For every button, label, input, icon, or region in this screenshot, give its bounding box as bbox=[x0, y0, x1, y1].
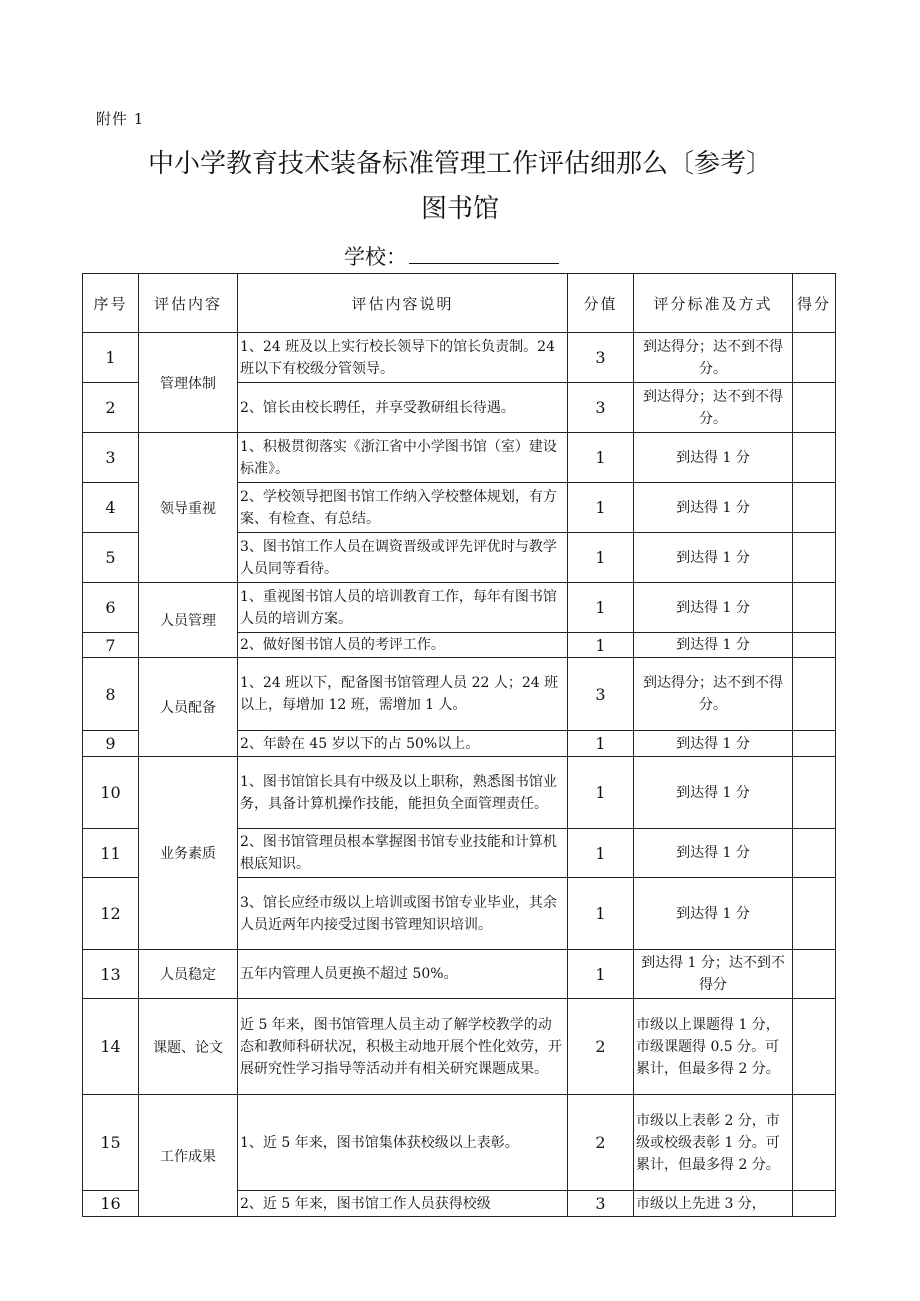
row-no: 7 bbox=[83, 633, 139, 658]
row-no: 2 bbox=[83, 383, 139, 433]
category-cell: 人员管理 bbox=[139, 583, 238, 658]
row-no: 12 bbox=[83, 878, 139, 950]
row-no: 16 bbox=[83, 1191, 139, 1217]
row-score: 1 bbox=[568, 583, 634, 633]
row-desc: 1、图书馆馆长具有中级及以上职称，熟悉图书馆业务，具备计算机操作技能，能担负全面管理责任。 bbox=[238, 757, 568, 829]
category-cell: 管理体制 bbox=[139, 333, 238, 433]
table-header-row bbox=[83, 274, 836, 333]
row-standard: 到达得 1 分 bbox=[634, 829, 793, 878]
row-got-cell[interactable] bbox=[793, 633, 836, 658]
col-header-item: 评估内容 bbox=[139, 274, 238, 333]
row-score: 2 bbox=[568, 999, 634, 1095]
row-got-cell[interactable] bbox=[793, 383, 836, 433]
table-row bbox=[83, 433, 836, 483]
row-got-cell[interactable] bbox=[793, 533, 836, 583]
row-standard: 到达得 1 分 bbox=[634, 731, 793, 757]
row-desc: 五年内管理人员更换不超过 50%。 bbox=[238, 950, 568, 999]
annex-label: 附件 1 bbox=[96, 110, 145, 128]
row-standard: 到达得 1 分 bbox=[634, 483, 793, 533]
table-row bbox=[83, 999, 836, 1095]
row-desc: 1、近 5 年来，图书馆集体获校级以上表彰。 bbox=[238, 1095, 568, 1191]
row-desc: 2、近 5 年来，图书馆工作人员获得校级 bbox=[238, 1191, 568, 1217]
row-desc: 2、图书馆管理员根本掌握图书馆专业技能和计算机根底知识。 bbox=[238, 829, 568, 878]
row-standard: 到达得 1 分；达不到不得分 bbox=[634, 950, 793, 999]
row-got-cell[interactable] bbox=[793, 829, 836, 878]
row-no: 6 bbox=[83, 583, 139, 633]
document-title: 中小学教育技术装备标准管理工作评估细那么〔参考〕 bbox=[147, 149, 772, 179]
row-standard: 到达得 1 分 bbox=[634, 757, 793, 829]
category-cell: 人员配备 bbox=[139, 658, 238, 757]
col-header-no: 序号 bbox=[83, 274, 139, 333]
row-standard: 市级以上先进 3 分， bbox=[634, 1191, 793, 1217]
table-row bbox=[83, 583, 836, 633]
category-cell: 领导重视 bbox=[139, 433, 238, 583]
row-standard: 到达得 1 分 bbox=[634, 533, 793, 583]
row-score: 1 bbox=[568, 731, 634, 757]
row-no: 9 bbox=[83, 731, 139, 757]
row-standard: 到达得 1 分 bbox=[634, 878, 793, 950]
row-desc: 1、积极贯彻落实《浙江省中小学图书馆（室）建设标准》。 bbox=[238, 433, 568, 483]
row-no: 3 bbox=[83, 433, 139, 483]
table-row bbox=[83, 333, 836, 383]
row-desc: 近 5 年来，图书馆管理人员主动了解学校教学的动态和教师科研状况，积极主动地开展个性化效劳，开展研究性学习指导等活动并有相关研究课题成果。 bbox=[238, 999, 568, 1095]
category-cell: 课题、论文 bbox=[139, 999, 238, 1095]
row-no: 11 bbox=[83, 829, 139, 878]
col-header-desc: 评估内容说明 bbox=[238, 274, 568, 333]
category-cell: 人员稳定 bbox=[139, 950, 238, 999]
row-score: 1 bbox=[568, 633, 634, 658]
row-score: 3 bbox=[568, 333, 634, 383]
row-got-cell[interactable] bbox=[793, 483, 836, 533]
row-score: 1 bbox=[568, 878, 634, 950]
col-header-score: 分值 bbox=[568, 274, 634, 333]
row-desc: 2、馆长由校长聘任，并享受教研组长待遇。 bbox=[238, 383, 568, 433]
row-got-cell[interactable] bbox=[793, 950, 836, 999]
row-standard: 到达得分；达不到不得分。 bbox=[634, 333, 793, 383]
row-got-cell[interactable] bbox=[793, 731, 836, 757]
row-desc: 3、图书馆工作人员在调资晋级或评先评优时与教学人员同等看待。 bbox=[238, 533, 568, 583]
table-row bbox=[83, 950, 836, 999]
table-row bbox=[83, 757, 836, 829]
row-score: 3 bbox=[568, 383, 634, 433]
row-standard: 到达得 1 分 bbox=[634, 633, 793, 658]
row-got-cell[interactable] bbox=[793, 433, 836, 483]
row-desc: 1、24 班以下，配备图书馆管理人员 22 人；24 班以上，每增加 12 班，需增加 1 人。 bbox=[238, 658, 568, 731]
document-subtitle: 图书馆 bbox=[420, 194, 499, 224]
row-no: 4 bbox=[83, 483, 139, 533]
row-standard: 到达得分；达不到不得分。 bbox=[634, 658, 793, 731]
row-score: 3 bbox=[568, 658, 634, 731]
row-desc: 2、做好图书馆人员的考评工作。 bbox=[238, 633, 568, 658]
row-desc: 2、年龄在 45 岁以下的占 50%以上。 bbox=[238, 731, 568, 757]
row-desc: 3、馆长应经市级以上培训或图书馆专业毕业，其余人员近两年内接受过图书管理知识培训。 bbox=[238, 878, 568, 950]
row-no: 13 bbox=[83, 950, 139, 999]
row-standard: 到达得 1 分 bbox=[634, 583, 793, 633]
row-got-cell[interactable] bbox=[793, 583, 836, 633]
school-field bbox=[344, 241, 559, 271]
row-desc: 1、24 班及以上实行校长领导下的馆长负责制。24 班以下有校级分管领导。 bbox=[238, 333, 568, 383]
school-blank-line[interactable] bbox=[409, 245, 559, 264]
row-no: 8 bbox=[83, 658, 139, 731]
category-cell: 工作成果 bbox=[139, 1095, 238, 1217]
row-score: 1 bbox=[568, 483, 634, 533]
row-no: 5 bbox=[83, 533, 139, 583]
col-header-standard: 评分标准及方式 bbox=[634, 274, 793, 333]
row-got-cell[interactable] bbox=[793, 658, 836, 731]
row-score: 1 bbox=[568, 829, 634, 878]
row-score: 1 bbox=[568, 950, 634, 999]
row-score: 1 bbox=[568, 757, 634, 829]
row-desc: 2、学校领导把图书馆工作纳入学校整体规划，有方案、有检查、有总结。 bbox=[238, 483, 568, 533]
row-standard: 市级以上表彰 2 分，市级或校级表彰 1 分。可累计，但最多得 2 分。 bbox=[634, 1095, 793, 1191]
school-label: 学校： bbox=[344, 245, 407, 269]
row-got-cell[interactable] bbox=[793, 1095, 836, 1191]
row-score: 1 bbox=[568, 433, 634, 483]
table-row bbox=[83, 658, 836, 731]
evaluation-table bbox=[82, 273, 836, 1217]
row-score: 1 bbox=[568, 533, 634, 583]
row-score: 3 bbox=[568, 1191, 634, 1217]
row-got-cell[interactable] bbox=[793, 1191, 836, 1217]
row-no: 1 bbox=[83, 333, 139, 383]
row-score: 2 bbox=[568, 1095, 634, 1191]
row-standard: 市级以上课题得 1 分，市级课题得 0.5 分。可累计，但最多得 2 分。 bbox=[634, 999, 793, 1095]
row-standard: 到达得 1 分 bbox=[634, 433, 793, 483]
row-got-cell[interactable] bbox=[793, 878, 836, 950]
row-got-cell[interactable] bbox=[793, 333, 836, 383]
row-no: 14 bbox=[83, 999, 139, 1095]
row-no: 15 bbox=[83, 1095, 139, 1191]
row-got-cell[interactable] bbox=[793, 757, 836, 829]
row-desc: 1、重视图书馆人员的培训教育工作，每年有图书馆人员的培训方案。 bbox=[238, 583, 568, 633]
row-no: 10 bbox=[83, 757, 139, 829]
row-got-cell[interactable] bbox=[793, 999, 836, 1095]
row-standard: 到达得分；达不到不得分。 bbox=[634, 383, 793, 433]
category-cell: 业务素质 bbox=[139, 757, 238, 950]
col-header-got: 得分 bbox=[793, 274, 836, 333]
table-row bbox=[83, 1095, 836, 1191]
